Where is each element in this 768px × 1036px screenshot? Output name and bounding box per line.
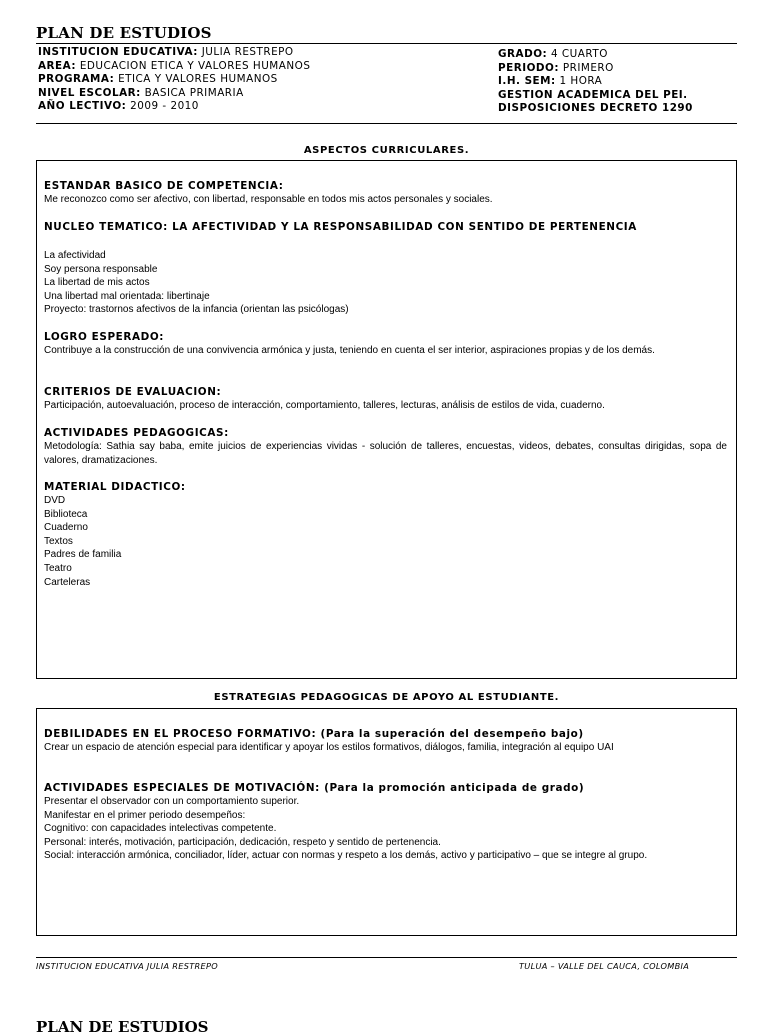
footer-left: INSTITUCION EDUCATIVA JULIA RESTREPO [36,961,218,971]
list-item: La libertad de mis actos [44,277,150,289]
actividades-text: Metodología: Sathia say baba, emite juicios de experiencias vividas - solución de talleres, encuestas, videos, debates, consultas dirigidas, sopa de valores, dramatizaciones. [44,441,727,466]
actividades-block [44,427,727,467]
footer-rule [36,957,737,958]
title-rule [36,43,737,44]
header-ih-sem: I.H. SEM: 1 HORA [498,75,603,88]
list-item: Textos [44,535,73,547]
list-item: Biblioteca [44,508,88,520]
motivacion-line: Cognitivo: con capacidades intelectivas competente. [44,823,277,835]
debilidades-block [44,728,727,755]
logro-block [44,331,727,358]
list-item: Una libertad mal orientada: libertinaje [44,290,210,302]
header-ano: AÑO LECTIVO: 2009 - 2010 [38,100,199,113]
material-block [44,481,727,589]
logro-heading: LOGRO ESPERADO: [44,331,165,343]
material-heading: MATERIAL DIDACTICO: [44,481,186,493]
header-periodo: PERIODO: PRIMERO [498,61,614,74]
header-disposiciones: DISPOSICIONES DECRETO 1290 [498,102,693,115]
footer-right: TULUA – VALLE DEL CAUCA, COLOMBIA [519,961,690,971]
header-area: AREA: EDUCACION ETICA Y VALORES HUMANOS [38,59,311,72]
motivacion-line: Manifestar en el primer periodo desempeños: [44,809,246,821]
criterios-text: Participación, autoevaluación, proceso de interacción, comportamiento, talleres, lecturas, análisis de estilos de vida, cuaderno. [44,400,605,411]
motivacion-subheading: (Para la promoción anticipada de grado) [324,782,585,794]
actividades-heading: ACTIVIDADES PEDAGOGICAS: [44,427,229,439]
estandar-heading: ESTANDAR BASICO DE COMPETENCIA: [44,180,284,192]
header-left [38,46,310,114]
list-item: La afectividad [44,250,106,261]
nucleo-heading: NUCLEO TEMATICO: LA AFECTIVIDAD Y LA RESPONSABILIDAD CON SENTIDO DE PERTENENCIA [44,221,637,233]
section-title-curriculares: ASPECTOS CURRICULARES. [303,145,470,156]
criterios-heading: CRITERIOS DE EVALUACION: [44,386,222,398]
estandar-block [44,180,727,207]
debilidades-heading: DEBILIDADES EN EL PROCESO FORMATIVO: (Para la superación del desempeño bajo) [44,728,584,740]
list-item: Soy persona responsable [44,263,158,275]
material-list [44,494,727,589]
motivacion-line: Personal: interés, motivación, participación, dedicación, respeto y sentido de pertenencia. [44,836,441,848]
header-gestion: GESTION ACADEMICA DEL PEI. [498,88,688,101]
header-programa: PROGRAMA: ETICA Y VALORES HUMANOS [38,73,278,86]
motivacion-line: Social: interacción armónica, conciliador, líder, actuar con normas y respeto a los demás, activo y participativo – que se integre al grupo. [44,850,648,862]
criterios-block [44,386,727,413]
header-grado: GRADO: 4 CUARTO [498,48,608,60]
list-item: Carteleras [44,576,91,588]
next-page-title: PLAN DE ESTUDIOS [36,1018,209,1036]
debilidades-text: Crear un espacio de atención especial para identificar y apoyar los estilos formativos, diálogos, familia, integración al equipo UAI [44,742,614,753]
section-title-estrategias: ESTRATEGIAS PEDAGOGICAS DE APOYO AL ESTUDIANTE. [213,692,560,703]
nucleo-list [44,249,727,317]
logro-text: Contribuye a la construcción de una convivencia armónica y justa, teniendo en cuenta el ser interior, aspiraciones propias y de los demás. [44,345,655,356]
list-item: DVD [44,495,66,506]
nucleo-block [44,221,727,234]
header-rule [36,123,737,124]
list-item: Cuaderno [44,522,88,534]
list-item: Padres de familia [44,549,122,561]
motivacion-line: Presentar el observador con un comportamiento superior. [44,796,300,807]
list-item: Proyecto: trastornos afectivos de la infancia (orientan las psicólogas) [44,304,349,316]
motivacion-block [44,782,727,863]
estandar-text: Me reconozco como ser afectivo, con libertad, responsable en todos mis actos personales y sociales. [44,194,493,205]
header-right [498,48,693,116]
list-item: Teatro [44,562,72,574]
curriculares-box [36,160,737,679]
header-institucion: INSTITUCION EDUCATIVA: JULIA RESTREPO [38,46,294,58]
debilidades-subheading: (Para la superación del desempeño bajo) [320,728,584,740]
header-nivel: NIVEL ESCOLAR: BASICA PRIMARIA [38,86,244,99]
document-title: PLAN DE ESTUDIOS [36,24,212,42]
motivacion-heading: ACTIVIDADES ESPECIALES DE MOTIVACIÓN: (Para la promoción anticipada de grado) [44,782,585,794]
